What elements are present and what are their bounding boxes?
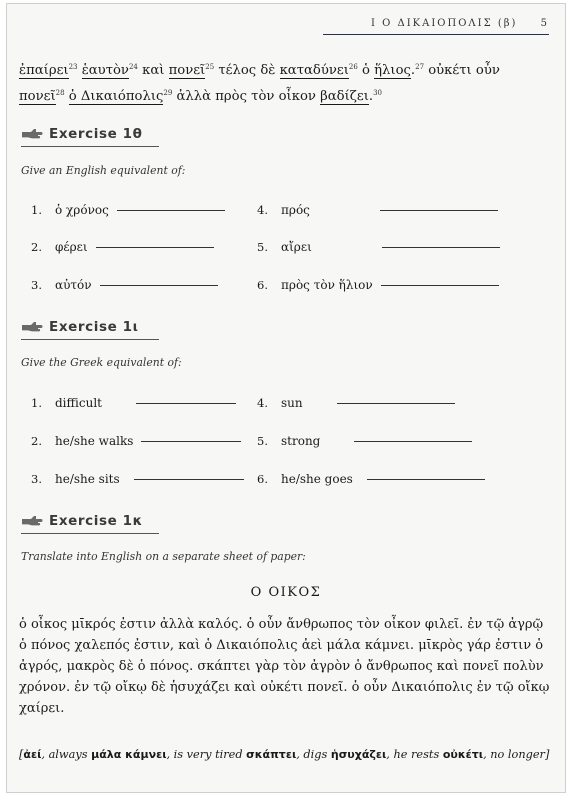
- gloss-english: , he rests: [386, 748, 443, 761]
- reading-line: ἀγρός, μακρὸς δὲ ὁ πόνος. σκάπτει γὰρ τὸν ἀγρὸν ὁ ἄνθρωπος καὶ πονεῖ πολὺν: [19, 659, 544, 674]
- reading-line: ὁ οἶκος μῑκρός ἐστιν ἀλλὰ καλός. ὁ οὖν ἄνθρωπος τὸν οἶκον φιλεῖ. ἐν τῷ ἀγρῷ: [19, 617, 544, 632]
- item-text: αὐτόν: [55, 278, 92, 292]
- footnote-marker: 30: [373, 89, 383, 97]
- item-number: 6.: [257, 472, 268, 486]
- gloss-bracket-close: ]: [544, 748, 550, 761]
- answer-blank[interactable]: [367, 479, 485, 480]
- item-number: 3.: [31, 472, 42, 486]
- item-text: αἴρει: [281, 240, 312, 254]
- vocab-word: ἥλιος: [374, 63, 411, 78]
- item-text: he/she goes: [281, 472, 353, 486]
- exercise-1-theta-heading: [21, 123, 143, 145]
- glossary-note: [19, 745, 551, 765]
- item-number: 4.: [257, 203, 268, 217]
- exercise-instruction: Translate into English on a separate sheet of paper:: [21, 550, 306, 563]
- item-text: he/she sits: [55, 472, 120, 486]
- exercise-instruction: Give the Greek equivalent of:: [21, 356, 182, 369]
- exercise-item: [31, 240, 214, 254]
- pointing-hand-icon: [21, 320, 43, 334]
- gloss-bracket-open: [: [19, 748, 24, 761]
- exercise-item: [31, 278, 218, 292]
- footnote-marker: 25: [205, 63, 215, 71]
- reading-passage: [19, 614, 551, 719]
- exercise-item: [257, 278, 499, 292]
- gloss-english: , digs: [296, 748, 331, 761]
- item-number: 3.: [31, 278, 42, 292]
- exercise-item: [31, 203, 225, 217]
- intro-text: καὶ: [137, 63, 169, 78]
- pointing-hand-icon: [21, 127, 43, 141]
- footnote-marker: 28: [55, 89, 65, 97]
- answer-blank[interactable]: [136, 403, 236, 404]
- vocab-word: πονεῖ: [19, 89, 56, 104]
- vocab-word: καταδύνει: [279, 63, 349, 78]
- item-text: difficult: [55, 396, 102, 410]
- exercise-1-kappa-heading: [21, 510, 143, 532]
- reading-line: χαίρει.: [19, 701, 65, 716]
- footnote-marker: 24: [128, 63, 138, 71]
- intro-text: τέλος δὲ: [214, 63, 280, 78]
- intro-text: .: [368, 89, 374, 104]
- intro-text: ἀλλὰ πρὸς τὸν οἶκον: [172, 89, 321, 104]
- textbook-page: [6, 3, 566, 793]
- gloss-greek: ἀεί: [23, 748, 42, 761]
- gloss-english: , always: [41, 748, 92, 761]
- intro-text: οὐκέτι οὖν: [424, 63, 500, 78]
- item-number: 2.: [31, 240, 42, 254]
- answer-blank[interactable]: [380, 210, 498, 211]
- reading-line: ὁ πόνος χαλεπός ἐστιν, καὶ ὁ Δικαιόπολις ἀεὶ μάλα κάμνει. μῑκρὸς γάρ ἐστιν ὁ: [19, 638, 544, 653]
- item-text: strong: [281, 434, 321, 448]
- exercise-rule: [21, 533, 159, 534]
- exercise-1-iota-heading: [21, 316, 139, 338]
- item-text: ὁ χρόνος: [55, 203, 109, 217]
- footnote-marker: 23: [68, 63, 78, 71]
- exercise-item: [257, 396, 455, 410]
- item-number: 5.: [257, 434, 268, 448]
- answer-blank[interactable]: [134, 479, 244, 480]
- intro-passage: [19, 56, 547, 108]
- item-text: he/she walks: [55, 434, 134, 448]
- exercise-item: [257, 434, 472, 448]
- gloss-english: , is very tired: [166, 748, 247, 761]
- exercise-item: [257, 203, 498, 217]
- answer-blank[interactable]: [354, 441, 472, 442]
- exercise-item: [31, 434, 241, 448]
- gloss-greek: μάλα κάμνει: [91, 748, 167, 761]
- exercise-title: Exercise 1θ: [49, 126, 143, 142]
- gloss-greek: σκάπτει: [246, 748, 297, 761]
- pointing-hand-icon: [21, 514, 43, 528]
- page-number: 5: [540, 18, 549, 29]
- answer-blank[interactable]: [382, 247, 500, 248]
- exercise-rule: [21, 339, 159, 340]
- intro-text: .: [410, 63, 416, 78]
- footnote-marker: 26: [348, 63, 358, 71]
- item-number: 5.: [257, 240, 268, 254]
- running-head-title: Ι Ο ΔΙΚΑΙΟΠΟΛΙΣ (β): [370, 18, 518, 29]
- item-text: πρός: [281, 203, 310, 217]
- vocab-word: ἐπαίρει: [19, 63, 69, 78]
- gloss-english: , no longer: [483, 748, 545, 761]
- answer-blank[interactable]: [100, 285, 218, 286]
- exercise-item: [31, 472, 244, 486]
- vocab-word: βαδίζει: [320, 89, 369, 104]
- footnote-marker: 27: [415, 63, 425, 71]
- exercise-title: Exercise 1ι: [49, 319, 139, 335]
- exercise-title: Exercise 1κ: [49, 513, 143, 529]
- exercise-instruction: Give an English equivalent of:: [21, 164, 186, 177]
- item-text: πρὸς τὸν ἥλιον: [281, 278, 373, 292]
- item-text: φέρει: [55, 240, 88, 254]
- gloss-greek: οὐκέτι: [442, 748, 484, 761]
- item-number: 4.: [257, 396, 268, 410]
- vocab-word: πονεῖ: [168, 63, 206, 78]
- item-number: 1.: [31, 396, 42, 410]
- gloss-greek: ἡσυχάζει: [330, 748, 387, 761]
- item-number: 2.: [31, 434, 42, 448]
- item-number: 1.: [31, 203, 42, 217]
- exercise-item: [257, 472, 485, 486]
- answer-blank[interactable]: [381, 285, 499, 286]
- exercise-item: [31, 396, 236, 410]
- header-rule: [323, 34, 549, 35]
- item-number: 6.: [257, 278, 268, 292]
- reading-line: χρόνον. ἐν τῷ οἴκῳ δὲ ἡσυχάζει καὶ οὐκέτι πονεῖ. ὁ οὖν Δικαιόπολις ἐν τῷ οἴκῳ: [19, 680, 550, 695]
- running-head: [371, 18, 549, 29]
- footnote-marker: 29: [163, 89, 173, 97]
- vocab-word: ὁ Δικαιόπολις: [68, 89, 164, 104]
- exercise-item: [257, 240, 500, 254]
- answer-blank[interactable]: [117, 210, 225, 211]
- answer-blank[interactable]: [96, 247, 214, 248]
- vocab-word: ἑαυτὸν: [81, 63, 129, 78]
- answer-blank[interactable]: [141, 441, 241, 442]
- exercise-rule: [21, 146, 159, 147]
- item-text: sun: [281, 396, 303, 410]
- reading-title: Ο ΟΙΚΟΣ: [250, 585, 322, 600]
- intro-text: ὁ: [357, 63, 375, 78]
- answer-blank[interactable]: [337, 403, 455, 404]
